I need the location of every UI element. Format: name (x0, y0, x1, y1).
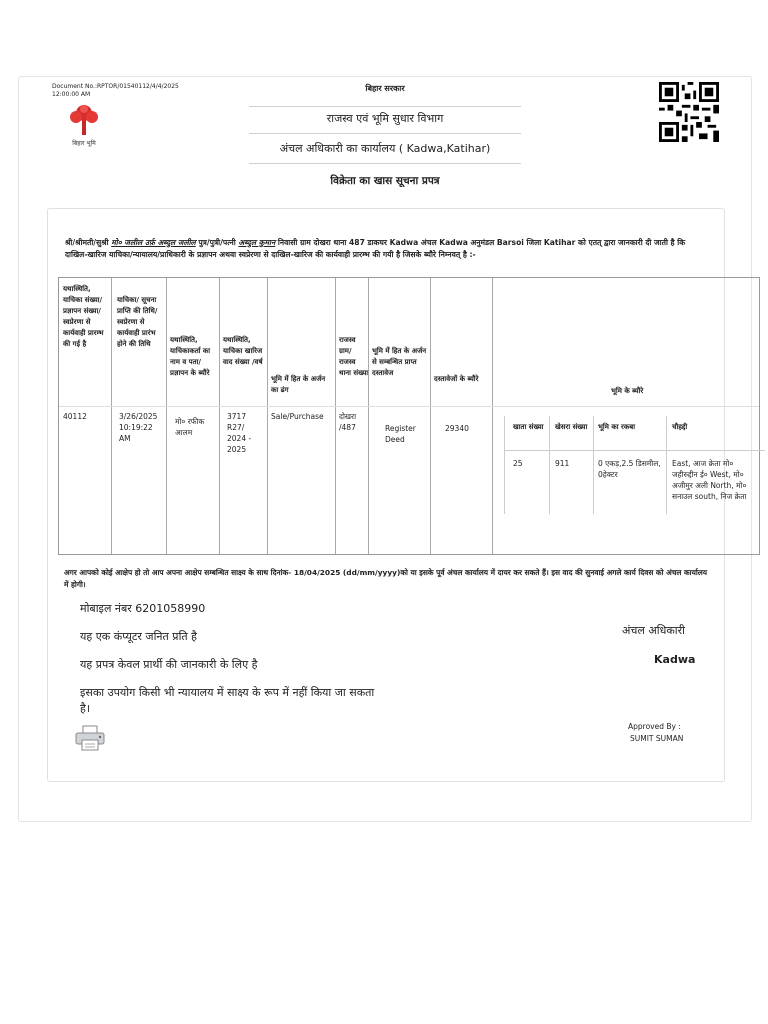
logo-caption: बिहार भूमि (72, 140, 96, 147)
header-document-detail: दस्तावेजों के ब्यौरे (434, 375, 479, 383)
land-area: 0 एकड़,2.5 डिसमील, 0हेक्टर (598, 459, 661, 479)
bihar-bhumi-logo-icon (67, 103, 101, 137)
info-only-note: यह प्रपत्र केवल प्रार्थी की जानकारी के लिए है (80, 658, 258, 671)
intro-paragraph: श्री/श्रीमती/सुश्री मो० जलील उर्फ़ अब्दुल जलील पुत्र/पुत्री/पत्नी अब्दुल कुमान निवासी ग्राम दोखरा थाना 487 डाकघर Kadwa अंचल Kadwa अनुमंडल Barsoi जिला Katihar को एतत् द्वारा जानकारी दी जाती है कि दाखिल-खारिज याचिका/न्यायालय/प्राधिकारी के प्रज्ञापन अथवा स्वप्रेरणा से दाखिल-खारिज की कार्यवाही प्रारम्भ की गयी है जिसके ब्यौरे निम्नवत् है :- (65, 238, 686, 259)
acquisition-mode: Sale/Purchase (271, 412, 324, 421)
land-header-khesra: खेसरा संख्या (555, 423, 588, 431)
form-title: विक्रेता का खास सूचना प्रपत्र (330, 175, 440, 187)
divider (249, 106, 521, 107)
case-number: 40112 (63, 412, 87, 421)
divider (249, 133, 521, 134)
approver-name: SUMIT SUMAN (630, 734, 684, 743)
office-name: अंचल अधिकारी का कार्यालय ( Kadwa,Katihar) (279, 142, 491, 155)
not-evidence-note: इसका उपयोग किसी भी न्यायालय में साक्ष्य के रूप में नहीं किया जा सकता है। (80, 686, 375, 715)
header-date: याचिका/ सूचना प्राप्ति की तिथि/ स्वप्रेरणा से कार्यवाही प्रारंभ होने की तिथि (117, 296, 158, 348)
header-applicant: यथास्थिति, याचिकाकर्ता का नाम व पता/प्रज्ञापन के ब्यौरे (170, 336, 211, 377)
approved-label: Approved By : (628, 722, 681, 731)
khesra-number: 911 (555, 459, 570, 468)
document-number-value: 29340 (445, 424, 469, 433)
application-date: 3/26/2025 10:19:22 AM (119, 412, 158, 443)
circle-name: Kadwa (654, 653, 696, 666)
land-header-boundary: चौहद्दी (672, 423, 688, 431)
land-subtable (504, 416, 765, 514)
printer-icon[interactable] (74, 725, 106, 751)
applicant-name: मो० रफीक आलम (175, 417, 205, 437)
village-thana: दोखरा /487 (339, 412, 357, 432)
document-number: Document No.:RPTOR/01540112/4/4/2025 12:00:00 AM (52, 83, 179, 98)
header-document: भूमि में हित के अर्जन से सम्बन्धित प्राप्त दस्तावेज (372, 347, 427, 377)
father-name: अब्दुल कुमान (238, 238, 276, 247)
header-case-number: यथास्थिति, याचिका संख्या/ प्रज्ञापन संख्या/ स्वप्रेरणा से कार्यवाही प्रारम्भ की गई है (63, 285, 104, 348)
header-village: राजस्व ग्राम/ राजस्व थाना संख्या (339, 336, 369, 377)
land-boundary: East, आज क्रेता मो० जहीरुद्दीन ई० West, मो० अजीमुर अली North, मो० सनाउल south, निज क्रेता (672, 459, 747, 501)
mobile-number: मोबाइल नंबर 6201058990 (80, 602, 206, 615)
header-acquisition-mode: भूमि में हित के अर्जन का ढंग (271, 375, 326, 394)
header-case-year: यथास्थिति, याचिका खारिज वाद संख्या /वर्ष (223, 336, 263, 366)
department-name: राजस्व एवं भूमि सुधार विभाग (326, 112, 444, 125)
divider (249, 163, 521, 164)
case-year: 3717 R27/ 2024 - 2025 (227, 412, 252, 454)
document-page (18, 76, 752, 822)
officer-title: अंचल अधिकारी (622, 624, 686, 637)
govt-title: बिहार सरकार (365, 84, 405, 93)
objection-notice: अगर आपको कोई आक्षेप हो तो आप अपना आक्षेप सम्बन्धित साक्ष्य के साथ दिनांक- 18/04/2025 (dd/mm/yyyy)को या इसके पूर्व अंचल कार्यालय में दायर कर सकते हैं। इस वाद की सुनवाई अगले कार्य दिवस को अंचल कार्यालय में होगी। (64, 568, 708, 589)
document-type: Register Deed (385, 424, 416, 444)
header-land-details: भूमि के ब्यौरे (611, 387, 644, 395)
notice-card (47, 208, 747, 782)
computer-generated-note: यह एक कंप्यूटर जनित प्रति है (80, 630, 198, 643)
seller-name: मो० जलील उर्फ़ अब्दुल जलील (111, 238, 196, 247)
land-header-khata: खाता संख्या (513, 423, 544, 431)
land-header-area: भूमि का रकबा (598, 423, 636, 431)
qr-code-icon (659, 82, 719, 142)
khata-number: 25 (513, 459, 523, 468)
details-table (58, 277, 760, 555)
